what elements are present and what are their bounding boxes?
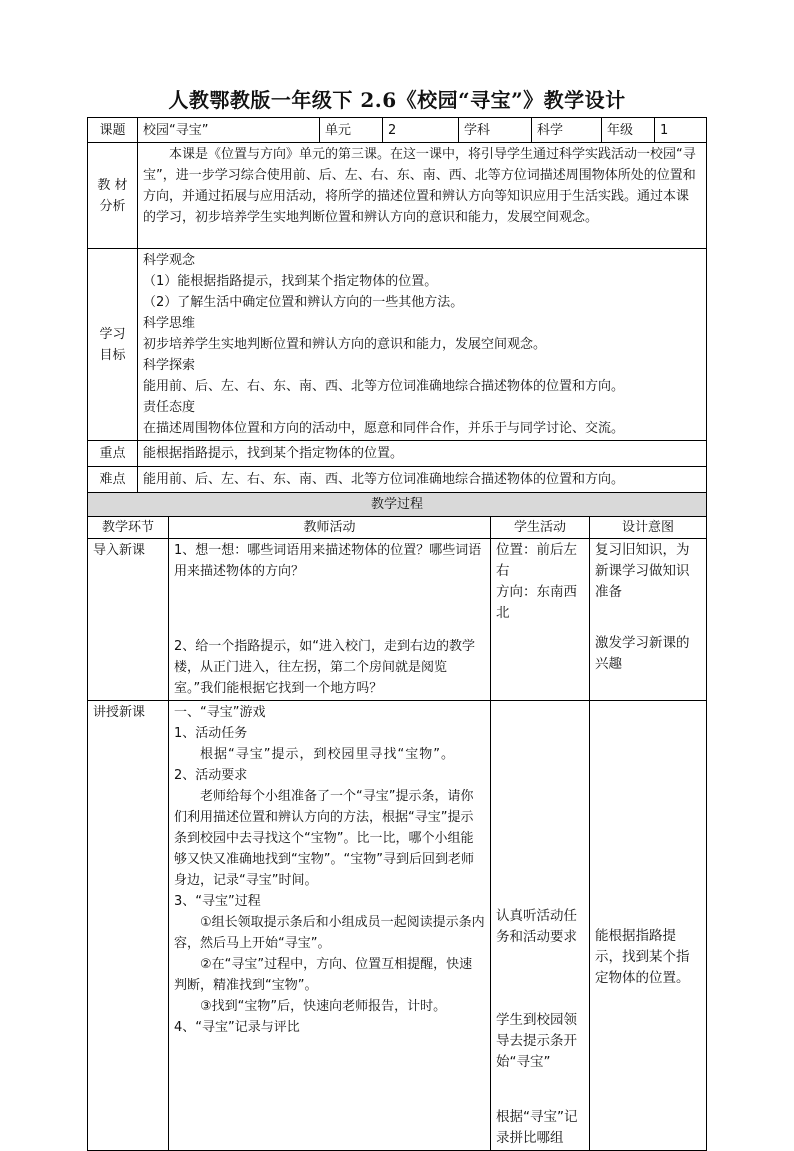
- goal-line: 责任态度: [143, 400, 196, 415]
- analysis-cell: [138, 143, 707, 249]
- page-title: 人教鄂教版一年级下 2.6《校园“寻宝”》教学设计: [168, 88, 626, 112]
- subject-value: 科学: [532, 118, 602, 143]
- teach-line: 3、“寻宝”过程: [174, 894, 261, 909]
- teach-line: ②在“寻宝”过程中，方向、位置互相提醒，快速判断，精准找到“宝物”。: [174, 957, 473, 993]
- analysis-label: [88, 143, 138, 249]
- analysis-label-line2: 分析: [99, 198, 126, 214]
- grade-value: 1: [655, 118, 707, 143]
- intro-teacher-cell: [169, 539, 491, 701]
- goal-line: 科学观念: [143, 253, 196, 268]
- unit-label: 单元: [320, 118, 383, 143]
- process-title: 教学过程: [88, 493, 707, 517]
- intro-student-cell: [491, 539, 590, 701]
- key-point-label: 重点: [88, 441, 138, 467]
- teach-design-cell: [590, 701, 707, 1151]
- difficulty-text: 能用前、后、左、右、东、南、西、北等方位词准确地综合描述物体的位置和方向。: [138, 467, 707, 493]
- intro-design-1: 复习旧知识，为新课学习做知识准备: [595, 542, 690, 600]
- teaching-process-table: [87, 492, 707, 1151]
- grade-label: 年级: [602, 118, 655, 143]
- intro-teacher-q2: 2、给一个指路提示，如“进入校门，走到右边的教学楼，从正门进入，往左拐，第二个房间就是阅览室。”我们能根据它找到一个地方吗？: [174, 639, 476, 696]
- teach-line: 1、活动任务: [174, 726, 248, 741]
- intro-teacher-q1: 1、想一想：哪些词语用来描述物体的位置？哪些词语用来描述物体的方向？: [174, 543, 482, 579]
- goal-line: 能用前、后、左、右、东、南、西、北等方位词准确地综合描述物体的位置和方向。: [143, 379, 625, 394]
- teach-student-2: 学生到校园领导去提示条开始“寻宝”: [496, 1012, 577, 1070]
- teach-stage: 讲授新课: [88, 701, 169, 1151]
- header-design: 设计意图: [590, 517, 707, 539]
- goals-label: [88, 249, 138, 441]
- teach-teacher-cell: [169, 701, 491, 1151]
- difficulty-label: 难点: [88, 467, 138, 493]
- lesson-value: 校园“寻宝”: [138, 118, 320, 143]
- header-student: 学生活动: [491, 517, 590, 539]
- teach-student-1: 认真听活动任务和活动要求: [496, 908, 577, 945]
- teach-line: 根据“寻宝”提示，到校园里寻找“宝物”。: [200, 747, 455, 762]
- goals-label-line2: 目标: [99, 347, 126, 363]
- goal-line: 科学探索: [143, 358, 196, 373]
- goals-label-line1: 学习: [99, 326, 126, 342]
- teach-line: 一、“寻宝”游戏: [174, 705, 266, 720]
- goal-line: （1）能根据指路提示，找到某个指定物体的位置。: [143, 274, 438, 289]
- teach-line: 老师给每个小组准备了一个“寻宝”提示条，请你们利用描述位置和辨认方向的方法，根据“寻宝”提示条到校园中去寻找这个“宝物”。比一比，哪个小组能够又快又准确地找到“宝物”。“宝物”寻到后回到老师身边，记录“寻宝”时间。: [174, 789, 474, 888]
- subject-label: 学科: [459, 118, 532, 143]
- teach-line: 4、“寻宝”记录与评比: [174, 1020, 300, 1035]
- teach-design-1: 能根据指路提示，找到某个指定物体的位置。: [595, 928, 690, 986]
- intro-student-position: 位置：前后左右: [496, 542, 577, 579]
- intro-design-cell: [590, 539, 707, 701]
- teach-line: ①组长领取提示条后和小组成员一起阅读提示条内容，然后马上开始“寻宝”。: [174, 915, 485, 951]
- goals-cell: [138, 249, 707, 441]
- key-point-text: 能根据指路提示，找到某个指定物体的位置。: [138, 441, 707, 467]
- header-stage: 教学环节: [88, 517, 169, 539]
- intro-stage: 导入新课: [88, 539, 169, 701]
- teach-student-3: 根据“寻宝”记录拼比哪组: [496, 1109, 578, 1146]
- teach-student-cell: [491, 701, 590, 1151]
- intro-design-2: 激发学习新课的兴趣: [595, 635, 690, 672]
- lesson-label: 课题: [88, 118, 138, 143]
- analysis-text: 本课是《位置与方向》单元的第三课。在这一课中，将引导学生通过科学实践活动一校园“寻宝”，进一步学习综合使用前、后、左、右、东、南、西、北等方位词描述周围物体所处的位置和方向，并通过拓展与应用活动，将所学的描述位置和辨认方向等知识应用于生活实践。通过本课的学习，初步培养学生实地判断位置和辨认方向的意识和能力，发展空间观念。: [143, 147, 696, 225]
- lesson-info-table: [87, 117, 707, 493]
- unit-value: 2: [383, 118, 459, 143]
- analysis-label-line1: 教 材: [97, 177, 128, 193]
- teach-line: ③找到“宝物”后，快速向老师报告，计时。: [200, 999, 447, 1014]
- goal-line: 初步培养学生实地判断位置和辨认方向的意识和能力，发展空间观念。: [143, 337, 547, 352]
- goal-line: 在描述周围物体位置和方向的活动中，愿意和同伴合作，并乐于与同学讨论、交流。: [143, 421, 625, 436]
- goal-line: 科学思维: [143, 316, 196, 331]
- goal-line: （2）了解生活中确定位置和辨认方向的一些其他方法。: [143, 295, 464, 310]
- teach-line: 2、活动要求: [174, 768, 248, 783]
- header-teacher: 教师活动: [169, 517, 491, 539]
- intro-student-direction: 方向：东南西北: [496, 584, 577, 621]
